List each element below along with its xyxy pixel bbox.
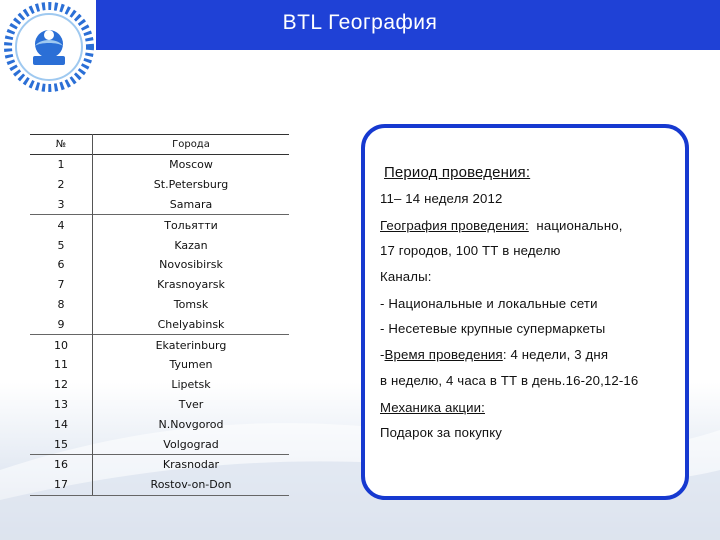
row-city: N.Novgorod — [158, 417, 224, 431]
table-row — [30, 175, 289, 195]
row-city: Krasnoyarsk — [157, 278, 225, 292]
channel-item-supermarkets: - Несетевые крупные супермаркеты — [380, 321, 606, 336]
page-title: BTL География — [282, 11, 438, 34]
header-cities: Города — [172, 139, 210, 150]
row-number: 10 — [30, 335, 93, 355]
row-city: Chelyabinsk — [157, 317, 225, 331]
mechanics-heading — [380, 400, 485, 415]
table-row — [30, 475, 289, 495]
row-number: 12 — [30, 375, 93, 395]
geography-value-continued: 17 городов, 100 ТТ в неделю — [380, 243, 561, 258]
header-number: № — [30, 135, 93, 155]
row-number: 2 — [30, 175, 93, 195]
row-city: Moscow — [169, 158, 213, 172]
row-number: 16 — [30, 454, 93, 474]
row-city: Tomsk — [173, 297, 209, 311]
table-row — [30, 375, 289, 395]
table-row — [30, 314, 289, 334]
table-row — [30, 395, 289, 415]
row-city: Tyumen — [169, 358, 213, 372]
row-city: Krasnodar — [93, 454, 290, 474]
timing-value-continued: в неделю, 4 часа в ТТ в день.16-20,12-16 — [380, 373, 639, 388]
table-row — [30, 255, 289, 275]
table-row — [30, 155, 289, 175]
table-row — [30, 434, 289, 454]
geography-heading: География проведения: — [380, 218, 529, 233]
row-city: Ekaterinburg — [93, 335, 290, 355]
row-number: 5 — [30, 235, 93, 255]
row-city: Samara — [169, 197, 213, 211]
table-header-row — [30, 135, 289, 155]
company-logo-icon — [4, 2, 94, 92]
row-city: Tver — [178, 397, 204, 411]
row-number: 8 — [30, 295, 93, 315]
table-row — [30, 454, 289, 474]
row-city: Lipetsk — [171, 378, 211, 392]
table-row — [30, 335, 289, 355]
row-number: 9 — [30, 314, 93, 334]
geography-line — [380, 218, 623, 233]
row-city: Тольятти — [93, 215, 290, 235]
channel-item-networks: - Национальные и локальные сети — [380, 296, 598, 311]
period-value: 11– 14 неделя 2012 — [380, 191, 503, 206]
table-row — [30, 235, 289, 255]
row-city: St.Petersburg — [153, 178, 229, 192]
cities-table — [30, 134, 289, 496]
mechanics-value: Подарок за покупку — [380, 425, 503, 440]
period-heading — [384, 164, 530, 181]
row-city: Volgograd — [163, 437, 219, 451]
timing-heading: Время проведения — [384, 347, 503, 362]
table-row — [30, 414, 289, 434]
row-number: 15 — [30, 434, 93, 454]
row-number: 17 — [30, 475, 93, 495]
title-bar — [0, 0, 720, 50]
table-row — [30, 355, 289, 375]
row-number: 6 — [30, 255, 93, 275]
row-number: 1 — [30, 155, 93, 175]
geography-value: национально, — [536, 218, 623, 233]
row-city: Rostov-on-Don — [93, 475, 290, 495]
row-number: 3 — [30, 195, 93, 215]
table-row — [30, 215, 289, 235]
row-number: 14 — [30, 414, 93, 434]
period-heading-text: Период проведения: — [384, 164, 531, 181]
row-number: 13 — [30, 395, 93, 415]
timing-value: : 4 недели, 3 дня — [502, 347, 609, 362]
timing-prefix: - — [380, 347, 385, 362]
row-city: Novosibirsk — [159, 258, 223, 272]
table-row — [30, 195, 289, 215]
row-number: 11 — [30, 355, 93, 375]
row-number: 7 — [30, 275, 93, 295]
row-city: Kazan — [174, 238, 208, 252]
channels-heading: Каналы: — [380, 269, 432, 284]
timing-line — [380, 347, 608, 362]
table-row — [30, 295, 289, 315]
mechanics-heading-text: Механика акции: — [380, 400, 485, 415]
row-number: 4 — [30, 215, 93, 235]
table-row — [30, 275, 289, 295]
